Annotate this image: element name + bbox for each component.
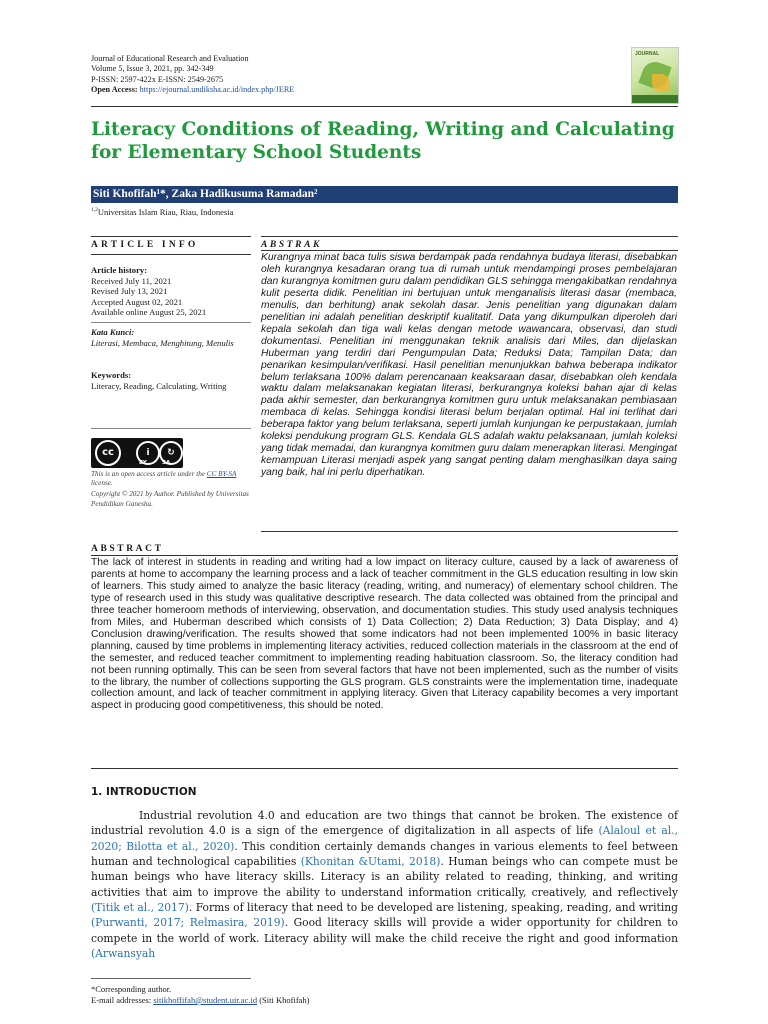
- introduction-paragraph: [91, 808, 678, 961]
- accepted-date: Accepted August 02, 2021: [91, 296, 183, 307]
- abstrak-bottom-rule: [261, 531, 678, 532]
- license-line: [91, 470, 251, 488]
- citation-link[interactable]: (Purwanti, 2017; Relmasira, 2019): [91, 916, 285, 930]
- revised-date: Revised July 13, 2021: [91, 286, 168, 297]
- keywords-rule: [91, 428, 251, 429]
- abstrak-top-rule: [261, 236, 678, 237]
- journal-issn: P-ISSN: 2597-422x E-ISSN: 2549-2675: [91, 74, 224, 84]
- citation-link[interactable]: (Khonitan &Utami, 2018): [300, 855, 441, 869]
- abstract-heading: ABSTRACT: [91, 544, 164, 554]
- keywords-block: [91, 370, 251, 391]
- article-authors: Siti Khofifah¹*, Zaka Hadikusuma Ramadan²: [93, 188, 318, 200]
- abstrak-rule: [261, 250, 678, 251]
- kata-kunci-list: Literasi, Membaca, Menghitung, Menulis: [91, 337, 234, 348]
- cc-by-label: BY: [139, 460, 147, 466]
- corresponding-author: *Corresponding author.: [91, 984, 172, 994]
- footnote: [91, 984, 491, 1006]
- abstract-rule: [91, 555, 678, 556]
- article-title: Literacy Conditions of Reading, Writing and Calculating for Elementary School Students: [91, 119, 675, 163]
- intro-text: . This condition certainly demands changes in various elements to feel between human and technological capabilities: [91, 839, 678, 869]
- email-line: [91, 995, 491, 1006]
- share-alike-icon: ↻: [159, 441, 183, 465]
- intro-text: . Good literacy skills will provide a wider opportunity for children to compete in the world of work. Literacy ability will make the child receive the right and good information: [91, 916, 678, 945]
- abstrak-text: Kurangnya minat baca tulis siswa berdampak pada rendahnya budaya literasi, disebabkan oleh kurangnya kesadaran orang tua di rumah untuk mendampingi proses pembelajaran dan kurangnya komitmen guru dalam pendidikan GLS sehingga mengakibatkan rendahnya kulit peserta didik. Penelitian ini bertujuan untuk menganalisis literasi dasar (membaca, menulis, dan berhitung) anak sekolah dasar. Jenis penelitian yang digunakan dalam penelitian ini adalah penelitian deskriptif kualitatif. Data yang dikumpulkan diperoleh dari kepala sekolah dan tiga wali kelas dengan metode wawancara, observasi, dan studi dokumentasi. Penelitian ini menggunakan teknik analisis dari Miles, dan dijelaskan Huberman yang terdiri dari Pengumpulan Data; Reduksi Data; Tampilan Data; dan penarikan kesimpulan/verifikasi. Hasil penelitian menunjukkan bahwa beberapa indikator belum terlaksana 100% dalam perencanaan keaksaraan dasar, disebabkan oleh kendala waktu dalam melaksanakan kegiatan literasi, berkurangnya koleksi bahan ajar di kelas pada akhir semester, dan berkurangnya komitmen guru untuk melaksanakan pembiasaan membaca di kelas. Sehingga kondisi literasi belum berjalan optimal. Hal ini terlihat dari beberapa faktor yang belum terlaksana, seperti jumlah kunjungan ke perpustakaan, jumlah koleksi pendukung program GLS. Kendala GLS adalah waktu pelaksanaan, jumlah koleksi yang tidak memadai, dan kurangnya komitmen guru dalam menerapkan literasi. Mengingat kemampuan Literasi menjadi aspek yang sangat penting dalam menghasilkan daya saing yang baik, hal ini perlu diperhatikan.: [261, 252, 677, 479]
- received-date: Received July 11, 2021: [91, 275, 172, 286]
- online-date: Available online August 25, 2021: [91, 307, 207, 318]
- license-note: [91, 470, 251, 509]
- email-link[interactable]: sitikhoffifah@student.uir.ac.id: [153, 995, 258, 1005]
- article-history: [91, 265, 251, 318]
- cc-sa-label: SA: [162, 460, 171, 466]
- keywords-label: Keywords:: [91, 370, 132, 380]
- email-owner: (Siti Khofifah): [257, 995, 310, 1005]
- kata-kunci-label: Kata Kunci:: [91, 327, 135, 337]
- intro-text: . Forms of literacy that need to be developed are listening, speaking, reading, and writing: [188, 901, 678, 915]
- license-post: license.: [91, 479, 113, 488]
- abstrak-heading: ABSTRAK: [261, 240, 322, 250]
- abstract-bottom-rule: [91, 768, 678, 769]
- email-label: E-mail addresses:: [91, 995, 154, 1005]
- cc-by-sa-link[interactable]: CC BY-SA: [206, 470, 237, 478]
- introduction-heading: 1. INTRODUCTION: [91, 786, 197, 798]
- open-access-label: Open Access:: [91, 85, 140, 95]
- article-info-heading: ARTICLE INFO: [91, 240, 199, 250]
- history-rule: [91, 322, 251, 323]
- footnote-rule: [91, 978, 251, 979]
- journal-url-link[interactable]: https://ejournal.undiksha.ac.id/index.php/JERE: [139, 85, 295, 95]
- article-info-top-rule: [91, 236, 251, 237]
- citation-link[interactable]: (Titik et al., 2017): [91, 901, 189, 915]
- open-access-line: [91, 85, 611, 95]
- keywords-list: Literacy, Reading, Calculating, Writing: [91, 380, 227, 391]
- cc-license-badge[interactable]: [91, 438, 183, 468]
- citation-link[interactable]: (Arwansyah: [91, 947, 156, 961]
- citation-link[interactable]: (Alaloul et al., 2020; Bilotta et al., 2020): [91, 824, 678, 853]
- kata-kunci-block: [91, 327, 251, 348]
- journal-volume: Volume 5, Issue 3, 2021, pp. 342-349: [91, 64, 214, 74]
- history-label: Article history:: [91, 265, 148, 275]
- affiliation-text: Universitas Islam Riau, Riau, Indonesia: [97, 207, 234, 217]
- cover-band: [632, 95, 678, 103]
- affiliation-sup: 1,2: [91, 207, 98, 214]
- intro-text: . Human beings who can compete must be human beings who have literacy skills. Literacy is an ability related to reading, thinking, and writing activities that aim to improve the ability to understand information critically, creatively, and reflectively: [91, 855, 678, 899]
- abstract-text: The lack of interest in students in reading and writing had a low impact on literacy culture, caused by a lack of awareness of parents at home to accompany the learning process and a lack of teacher commitment in the GLS education resulting in low skin of learners. This study aimed to analyze the basic literacy (reading, writing, and numeracy) of elementary school children. The type of research used in this study was qualitative descriptive research. The data collected was obtained from the principal and three teacher homeroom methods of interviewing, observation, and documentation studies. This study used analysis techniques from Miles, and Huberman described which consists of 1) Data Collection; 2) Data Reduction; 3) Data Display; and 4) Conclusion drawing/verification. The results showed that some indicators had not been implemented 100% in basic literacy planning, caused by time problems in implementing literacy activities, reduced collection materials in the classroom at the end of the semester, and reduced teacher commitment to implementing reading habituation classroom. So, the literacy condition had not been running optimally. This can be seen from several factors that have not been implemented, such as the number of visits to the library, the number of collections supporting the GLS program. GLS constraints were the implementation time, inadequate collection amount, and lack of teacher commitment in applying literacy. Given that Literacy capability becomes a very important aspect in producing good competitiveness, this should be noted.: [91, 557, 678, 712]
- copyright-text: Copyright © 2021 by Author. Published by Universitas Pendidikan Ganesha.: [91, 490, 249, 508]
- journal-info: [91, 54, 611, 96]
- license-pre: This is an open access article under the: [91, 470, 207, 478]
- cover-leaf-graphic: [652, 74, 670, 92]
- cover-label: JOURNAL: [635, 51, 660, 57]
- journal-name: Journal of Educational Research and Evaluation: [91, 54, 249, 63]
- journal-cover-image: [631, 47, 679, 104]
- attribution-icon: i: [136, 441, 160, 465]
- cc-icon: cc: [95, 440, 121, 466]
- article-info-rule: [91, 254, 251, 255]
- affiliation: [91, 207, 233, 217]
- intro-text: Industrial revolution 4.0 and education are two things that cannot be broken. The existence of industrial revolution 4.0 is a sign of the emergence of digitalization in all aspects of life: [91, 809, 678, 838]
- header-rule: [91, 106, 678, 107]
